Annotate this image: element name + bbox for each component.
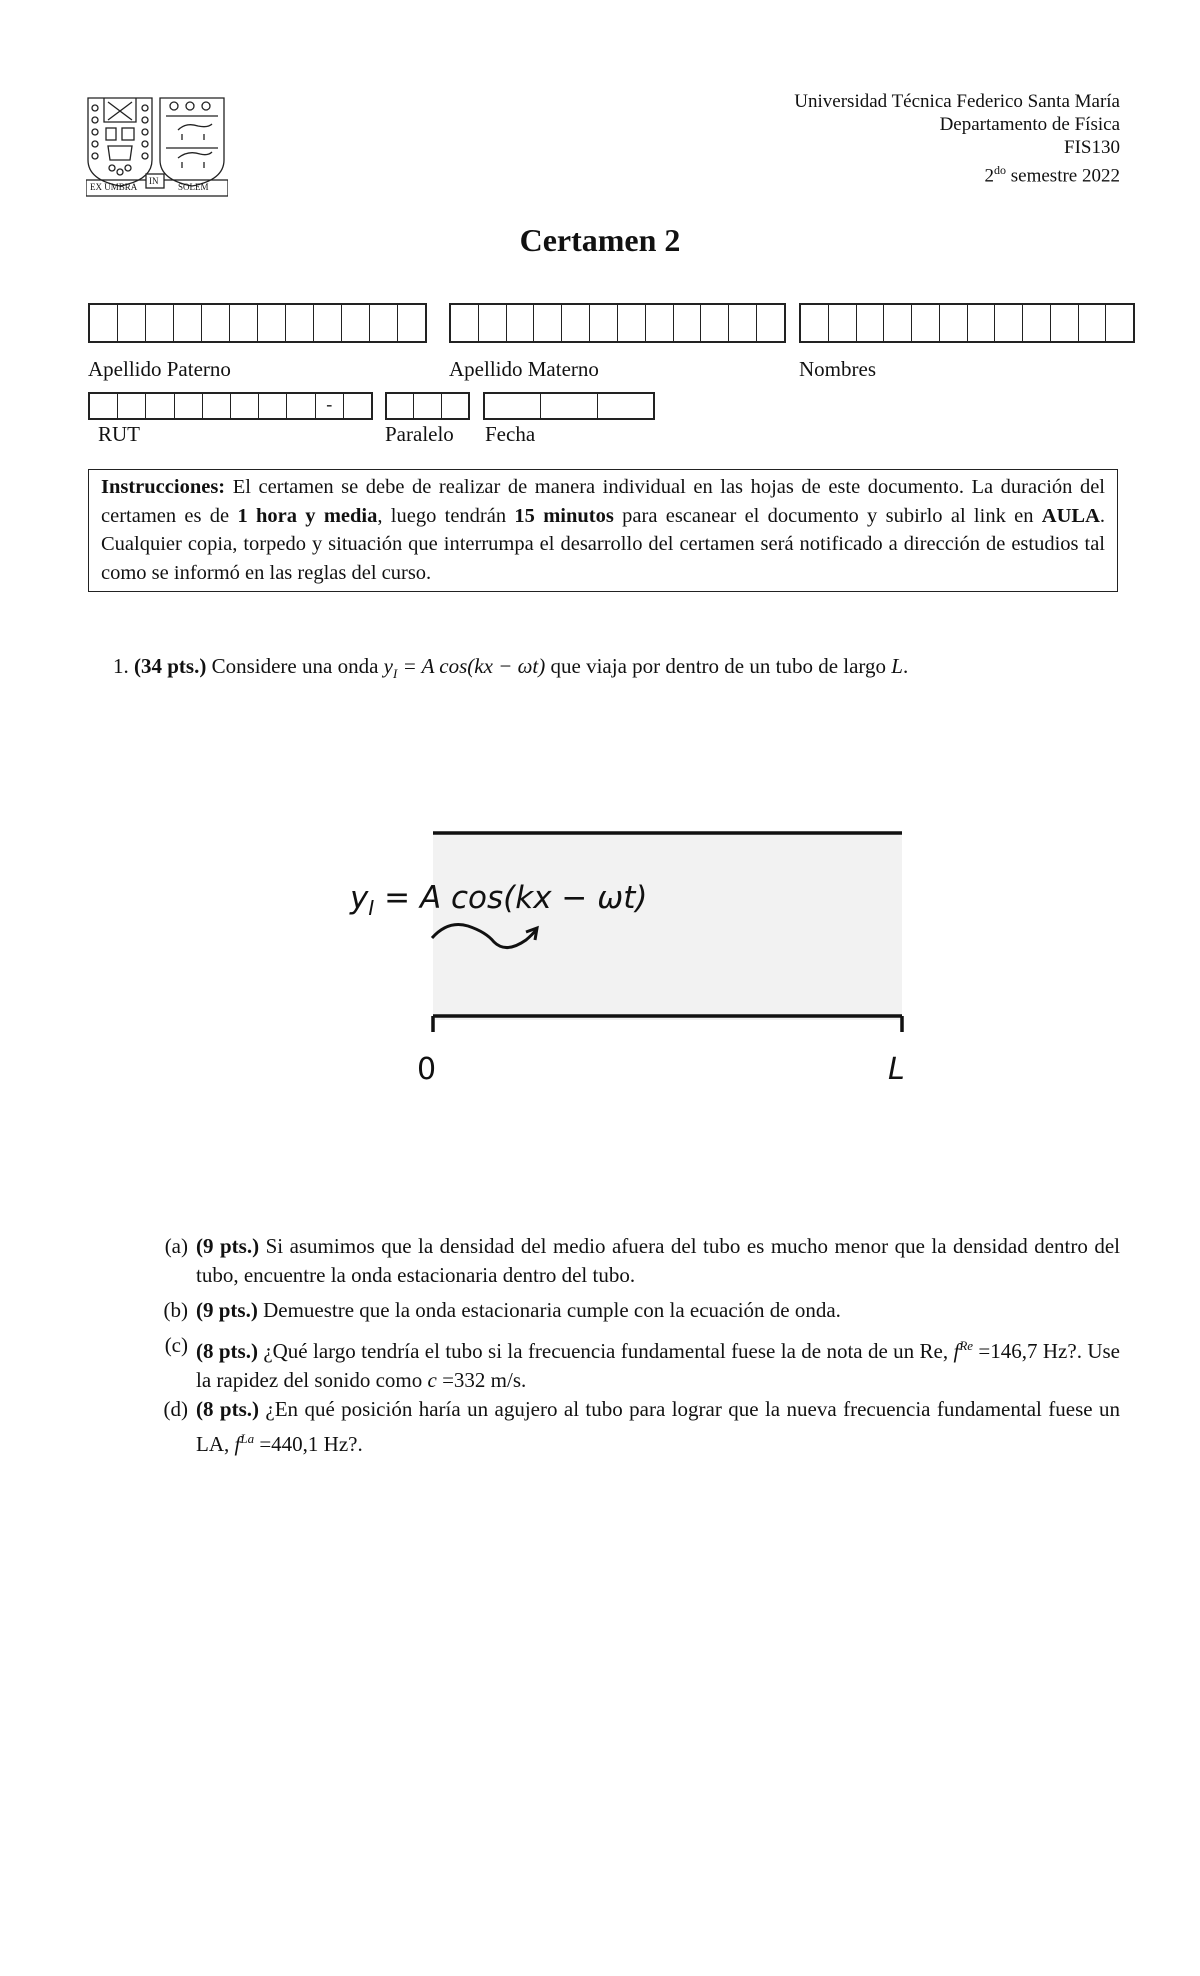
rut-dash: - [326, 394, 333, 414]
page-title: Certamen 2 [519, 222, 681, 258]
fecha-field[interactable] [483, 392, 655, 420]
course-code: FIS130 [1064, 137, 1120, 158]
item-d: (d) (8 pts.) ¿En qué posición haría un agujero al tubo para lograr que la nueva frecuencia fundamental fuese un LA, $f^{La} =440,1$ Hz?. [163, 1397, 1120, 1456]
tube-interior [433, 833, 902, 1020]
nombres-field[interactable] [799, 303, 1135, 343]
diagram-label-zero: 0 [417, 1052, 437, 1087]
fecha-label: Fecha [485, 422, 536, 446]
instructions-box: Instrucciones: El certamen se debe de realizar de manera individual en las hojas de este documento. La duración del certamen es de 1 hora y media, luego tendrán 15 minutos para escanear el documento y subirlo al link en AULA. Cualquier copia, torpedo y situación que interrumpa el desarrollo del certamen será notificado a dirección de estudios tal como se informó en las reglas del curso. [88, 469, 1118, 592]
instructions-label: Instrucciones: [101, 476, 226, 498]
semester: $2^{do}$ semestre 2022 [984, 163, 1120, 187]
diagram-label-length: L [888, 1052, 905, 1087]
diagram-equation: $y_I = A$ cos(kx − ωt) [350, 880, 648, 921]
paralelo-field[interactable] [385, 392, 470, 420]
question-1: 1. (34 pts.) Considere una onda $y_I = A$ cos(kx − ωt) que viaja por dentro de un tubo de largo L. [113, 654, 909, 682]
apellido-paterno-label: Apellido Paterno [88, 357, 231, 381]
university-crest-logo [86, 94, 228, 198]
university-name: Universidad Técnica Federico Santa María [794, 91, 1120, 112]
rut-label: RUT [98, 422, 140, 446]
aula-link-text: AULA [1041, 504, 1100, 527]
item-a: (a) (9 pts.) Si asumimos que la densidad del medio afuera del tubo es mucho menor que la densidad dentro del tubo, encuentre la onda estacionaria dentro del tubo. [164, 1234, 1120, 1287]
nombres-label: Nombres [799, 357, 876, 381]
rut-field[interactable] [88, 392, 373, 420]
question-number: 1. [113, 654, 129, 678]
paralelo-label: Paralelo [385, 422, 454, 446]
scan-time: 15 minutos [514, 504, 614, 527]
motto-middle: IN [149, 176, 159, 186]
tube-diagram [330, 820, 930, 1100]
item-b: (b) (9 pts.) Demuestre que la onda estacionaria cumple con la ecuación de onda. [163, 1298, 841, 1322]
duration: 1 hora y media [237, 504, 378, 527]
motto-left: EX UMBRA [90, 182, 138, 192]
institution-info [794, 90, 1120, 187]
motto-right: SOLEM [178, 182, 209, 192]
apellido-materno-label: Apellido Materno [449, 357, 599, 381]
apellido-materno-field[interactable] [449, 303, 786, 343]
apellido-paterno-field[interactable] [88, 303, 427, 343]
question-points: (34 pts.) [134, 654, 207, 678]
item-c: (c) (8 pts.) ¿Qué largo tendría el tubo si la frecuencia fundamental fuese la de nota de un Re, $f^{Re} =146,7$ Hz?. Use la rapidez del sonido como c =332 m/s. [164, 1333, 1120, 1392]
department-name: Departamento de Física [939, 114, 1120, 135]
